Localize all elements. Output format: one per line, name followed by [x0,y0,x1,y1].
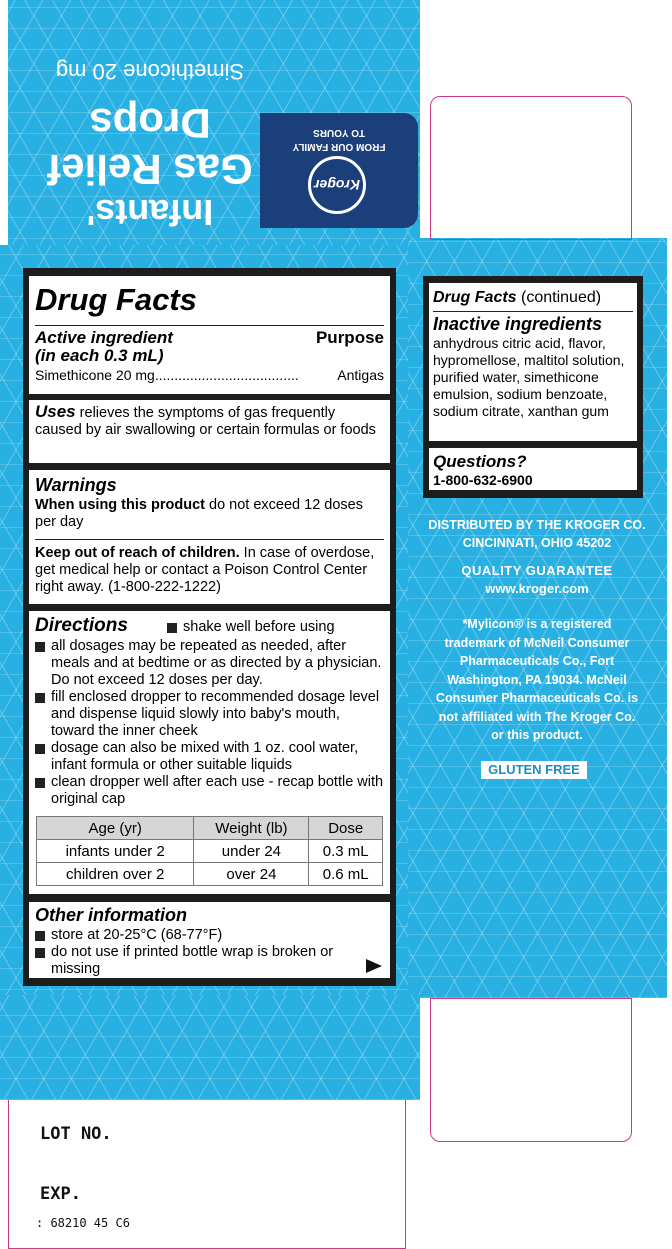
drug-facts-panel [23,268,396,986]
dosage-table [36,816,383,886]
distributed-line2: CINCINNATI, OHIO 45202 [462,536,612,550]
top-flap-strength: Simethicone 20 mg [55,59,245,84]
inactive-ingredients-text: anhydrous citric acid, flavor, hypromellose, maltitol solution, purified water, simethicone emulsion, sodium benzoate, sodium citrate, xanthan gum [433,335,625,419]
directions-item-0 [167,619,335,635]
guarantee-block [418,562,656,598]
top-flap-line1: Infants' [86,192,214,233]
active-ingredient-text: Simethicone 20 mg..................................... [35,367,299,383]
distributor-block [418,516,656,552]
tagline-line2: TO YOURS [313,127,365,138]
dosage-table-header-row [37,817,383,840]
dosage-table-cell: 0.6 mL [309,863,383,886]
directions-item-text: all dosages may be repeated as needed, after meals and at bedtime or as directed by a physician. Do not exceed 12 doses per day. [51,638,382,688]
purpose-value: Antigas [337,367,384,383]
quality-guarantee: QUALITY GUARANTEE [461,563,613,578]
gluten-free-badge: GLUTEN FREE [481,761,587,779]
directions-item-0-text: shake well before using [183,619,335,635]
distributed-line1: DISTRIBUTED BY THE KROGER CO. [428,518,646,532]
dosage-table-header: Dose [309,817,383,840]
package-code: : 68210 45 C6 [36,1216,130,1230]
kroger-logo-badge [260,113,418,228]
active-ingredient-heading: Active ingredient [35,328,173,347]
warning-keep-out-text: In case of overdose, get medical help or contact a Poison Control Center right away. (1-800-222-1222) [35,545,375,595]
other-information-item [35,944,360,978]
continued-title-line [433,289,601,307]
section-other-information [29,902,390,978]
dosage-table-row [37,863,383,886]
uses-text: relieves the symptoms of gas frequently caused by air swallowing or certain formulas or foods [35,405,376,438]
directions-item [35,638,384,689]
kroger-logo-oval [308,156,366,214]
warnings-heading: Warnings [35,475,117,495]
warning-keep-out [35,545,384,596]
section-title-active [29,276,390,394]
continue-arrow-icon [366,959,382,973]
directions-header [35,615,384,637]
dosage-table-header: Age (yr) [37,817,194,840]
inactive-ingredients-heading: Inactive ingredients [433,314,603,334]
other-information-text: do not use if printed bottle wrap is broken or missing [51,944,334,977]
dosage-table-row [37,840,383,863]
section-questions [429,448,637,490]
dosage-table-cell: infants under 2 [37,840,194,863]
other-information-text: store at 20-25°C (68-77°F) [51,927,223,943]
uses-block [35,403,384,439]
continued-title: Drug Facts [433,289,517,306]
section-warnings [29,470,390,604]
dosage-table-cell: under 24 [194,840,309,863]
dosage-table-cell: 0.3 mL [309,840,383,863]
section-inactive-ingredients [429,283,637,441]
kroger-logo-text: Kroger [314,177,360,193]
top-flap-line2: Gas Relief [47,146,253,193]
directions-item-text: clean dropper well after each use - recap bottle with original cap [51,774,384,807]
directions-item-text: dosage can also be mixed with 1 oz. cool water, infant formula or other suitable liquids [51,740,359,773]
right-top-flap-outline [430,96,632,240]
lot-number-label: LOT NO. [40,1124,112,1144]
top-flap-line3: Drops [89,100,211,147]
questions-heading: Questions? [433,452,527,471]
directions-item [35,689,384,740]
warning-keep-out-bold: Keep out of reach of children. [35,545,240,561]
drug-facts-title: Drug Facts [35,282,197,317]
bottom-flap-background [0,995,420,1100]
other-information-heading: Other information [35,905,187,925]
active-ingredient-subheading: (in each 0.3 mL) [35,346,164,365]
warning-when-using-text: do not exceed 12 doses per day [35,497,363,530]
directions-heading: Directions [35,615,128,636]
purpose-heading: Purpose [315,328,384,347]
continued-title-suffix: (continued) [521,289,602,306]
title-rule [35,325,384,326]
warning-when-using-bold: When using this product [35,497,205,513]
warning-when-using [35,497,384,531]
other-information-list [35,927,360,978]
directions-item-text: fill enclosed dropper to recommended dosage level and dispense liquid slowly into baby's mouth, toward the inner cheek [51,689,380,739]
section-uses [29,400,390,463]
directions-list [35,638,384,808]
kroger-website[interactable]: www.kroger.com [485,581,589,596]
warnings-rule [35,539,384,540]
uses-heading: Uses [35,402,76,421]
right-bottom-flap-outline [430,998,632,1142]
tagline-line1: FROM OUR FAMILY [292,141,386,152]
continued-rule [433,311,633,312]
dosage-table-cell: children over 2 [37,863,194,886]
active-ingredient-line [35,367,384,383]
dosage-table-header: Weight (lb) [194,817,309,840]
section-directions [29,611,390,894]
dosage-table-cell: over 24 [194,863,309,886]
expiration-label: EXP. [40,1184,81,1204]
trademark-note: *Mylicon® is a registered trademark of McNeil Consumer Pharmaceuticals Co., Fort Washington, PA 19034. McNeil Consumer Pharmaceuticals Co. is not affiliated with The Kroger Co. or this product. [435,617,639,742]
directions-item [35,740,384,774]
drug-facts-continued-panel [423,276,643,498]
directions-item [35,774,384,808]
other-information-item [35,927,360,944]
questions-phone: 1-800-632-6900 [433,472,533,488]
